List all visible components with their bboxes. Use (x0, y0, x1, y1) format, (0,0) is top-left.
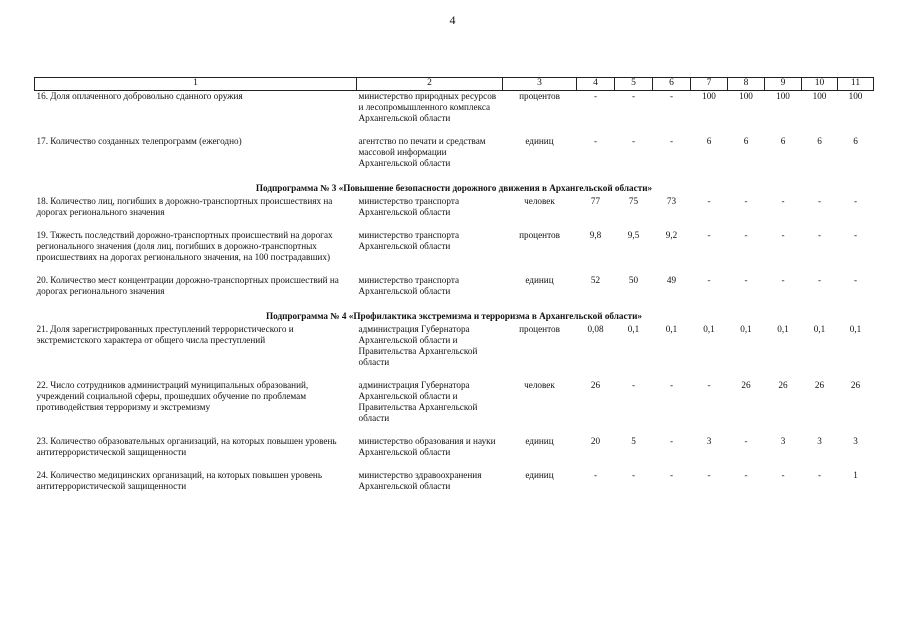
table-row (35, 380, 874, 424)
row-spacer (35, 169, 874, 181)
agency-cell: министерство транспорта Архангельской области (358, 230, 460, 251)
row-spacer-cell (35, 424, 874, 436)
value-cell: 49 (666, 275, 677, 285)
table-row (35, 470, 874, 492)
value-cell: - (631, 91, 636, 101)
indicators-table (34, 77, 874, 504)
value-cell: - (593, 470, 598, 480)
value-cell: - (744, 275, 748, 285)
value-cell: 26 (590, 380, 601, 390)
unit-cell: человек (524, 196, 555, 206)
row-spacer-cell (35, 218, 874, 230)
value-cell: 100 (812, 91, 827, 101)
agency-cell: министерство здравоохранения Архангельской области (358, 470, 482, 491)
row-spacer (35, 297, 874, 309)
agency-cell: министерство транспорта Архангельской области (358, 275, 460, 296)
header-cell: 7 (691, 78, 728, 91)
value-cell: 75 (628, 196, 639, 206)
subprogram-row (35, 181, 874, 196)
value-cell: 26 (778, 380, 788, 390)
value-cell: - (817, 230, 822, 240)
subprogram-title: Подпрограмма № 4 «Профилактика экстремизма и терроризма в Архангельской области» (265, 311, 643, 321)
agency-cell: министерство природных ресурсов и лесопромышленного комплекса Архангельской области (358, 91, 497, 123)
value-cell: - (669, 91, 674, 101)
value-cell: - (593, 91, 598, 101)
table-row (35, 436, 874, 458)
table-row (35, 91, 874, 125)
indicator-cell: 23. Количество образовательных организаций, на которых повышен уровень антитеррористической защищенности (36, 436, 337, 457)
value-cell: - (744, 436, 748, 446)
value-cell: - (817, 470, 822, 480)
table-row (35, 324, 874, 368)
value-cell: - (707, 380, 711, 390)
value-cell: - (707, 275, 711, 285)
value-cell: - (707, 470, 711, 480)
value-cell: - (853, 196, 858, 206)
unit-cell: единиц (525, 436, 554, 446)
agency-cell: администрация Губернатора Архангельской области и Правительства Архангельской области (358, 324, 478, 367)
row-spacer-cell (35, 492, 874, 504)
header-cell: 11 (838, 78, 874, 91)
value-cell: 100 (776, 91, 790, 101)
value-cell: 26 (850, 380, 861, 390)
value-cell: 77 (590, 196, 601, 206)
value-cell: 52 (590, 275, 601, 285)
subprogram-title: Подпрограмма № 3 «Повышение безопасности дорожного движения в Архангельской области» (255, 183, 653, 193)
value-cell: 0,1 (740, 324, 752, 334)
value-cell: 6 (817, 136, 822, 146)
row-spacer (35, 218, 874, 230)
row-spacer-cell (35, 263, 874, 275)
value-cell: - (853, 230, 858, 240)
value-cell: 1 (853, 470, 858, 480)
value-cell: 3 (817, 436, 822, 446)
row-spacer-cell (35, 368, 874, 380)
value-cell: 9,8 (589, 230, 602, 240)
value-cell: 9,2 (665, 230, 678, 240)
row-spacer-cell (35, 169, 874, 181)
table-row (35, 196, 874, 218)
row-spacer (35, 368, 874, 380)
unit-cell: человек (524, 380, 555, 390)
value-cell: 20 (590, 436, 601, 446)
value-cell: 100 (702, 91, 716, 101)
value-cell: - (707, 230, 711, 240)
value-cell: 3 (853, 436, 858, 446)
indicator-cell: 16. Доля оплаченного добровольно сданного оружия (36, 91, 243, 101)
value-cell: 3 (780, 436, 786, 446)
value-cell: 100 (848, 91, 863, 101)
value-cell: 9,5 (627, 230, 640, 240)
value-cell: 6 (780, 136, 786, 146)
unit-cell: процентов (519, 91, 560, 101)
page-number: 4 (449, 13, 456, 27)
agency-cell: министерство транспорта Архангельской области (358, 196, 460, 217)
agency-cell: администрация Губернатора Архангельской области и Правительства Архангельской области (358, 380, 478, 423)
row-spacer (35, 124, 874, 136)
value-cell: 0,1 (777, 324, 789, 334)
agency-cell: министерство образования и науки Архангельской области (358, 436, 496, 457)
header-cell: 2 (357, 78, 503, 91)
value-cell: 50 (628, 275, 639, 285)
header-cell: 3 (503, 78, 577, 91)
row-spacer-cell (35, 297, 874, 309)
row-spacer-cell (35, 124, 874, 136)
header-cell: 4 (577, 78, 615, 91)
agency-cell: агентство по печати и средствам массовой информации Архангельской области (358, 136, 486, 168)
value-cell: - (631, 136, 636, 146)
value-cell: - (707, 196, 711, 206)
value-cell: - (669, 136, 674, 146)
value-cell: 100 (739, 91, 753, 101)
value-cell: - (669, 436, 674, 446)
table-header-row (35, 78, 874, 91)
value-cell: - (669, 380, 674, 390)
value-cell: 0,1 (813, 324, 826, 334)
value-cell: 0,1 (703, 324, 715, 334)
value-cell: 0,08 (587, 324, 604, 334)
indicator-cell: 24. Количество медицинских организаций, на которых повышен уровень антитеррористической защищенности (36, 470, 323, 491)
value-cell: 0,1 (665, 324, 678, 334)
unit-cell: единиц (525, 136, 554, 146)
value-cell: - (781, 230, 785, 240)
unit-cell: единиц (525, 470, 554, 480)
value-cell: - (631, 380, 636, 390)
row-spacer (35, 263, 874, 275)
value-cell: - (744, 230, 748, 240)
indicator-cell: 19. Тяжесть последствий дорожно-транспортных происшествий на дорогах регионального значения (доля лиц, погибших в дорожно-транспортных происшествиях на дорогах регионального значения, на 100 пострадавших) (36, 230, 333, 262)
value-cell: 6 (706, 136, 712, 146)
value-cell: - (631, 470, 636, 480)
value-cell: - (781, 196, 785, 206)
subprogram-row (35, 309, 874, 324)
table-row (35, 230, 874, 263)
indicator-cell: 18. Количество лиц, погибших в дорожно-транспортных происшествиях на дорогах регионального значения (36, 196, 333, 217)
row-spacer (35, 424, 874, 436)
value-cell: - (593, 136, 598, 146)
value-cell: - (669, 470, 674, 480)
value-cell: - (853, 275, 858, 285)
value-cell: 3 (706, 436, 712, 446)
value-cell: - (781, 275, 785, 285)
header-cell: 10 (802, 78, 838, 91)
unit-cell: процентов (519, 324, 560, 334)
value-cell: 0,1 (849, 324, 862, 334)
unit-cell: процентов (519, 230, 560, 240)
indicator-cell: 21. Доля зарегистрированных преступлений террористического и экстремистского характера от общего числа преступлений (36, 324, 294, 345)
header-cell: 1 (35, 78, 357, 91)
value-cell: 5 (631, 436, 636, 446)
value-cell: - (744, 470, 748, 480)
indicator-cell: 20. Количество мест концентрации дорожно-транспортных происшествий на дорогах регионального значения (36, 275, 339, 296)
value-cell: - (817, 196, 822, 206)
header-cell: 5 (615, 78, 653, 91)
value-cell: - (781, 470, 785, 480)
value-cell: 6 (743, 136, 749, 146)
table-row (35, 136, 874, 169)
table-row (35, 275, 874, 297)
indicator-cell: 17. Количество созданных телепрограмм (ежегодно) (36, 136, 242, 146)
value-cell: 0,1 (627, 324, 640, 334)
header-cell: 6 (653, 78, 691, 91)
table-body (35, 78, 874, 505)
header-cell: 9 (765, 78, 802, 91)
value-cell: 26 (741, 380, 751, 390)
unit-cell: единиц (525, 275, 554, 285)
row-spacer (35, 458, 874, 470)
indicator-cell: 22. Число сотрудников администраций муниципальных образований, учреждений социальной сферы, прошедших обучение по проблемам противодействия терроризму и экстремизму (36, 380, 309, 412)
row-spacer-cell (35, 458, 874, 470)
row-spacer (35, 492, 874, 504)
value-cell: - (817, 275, 822, 285)
value-cell: 73 (666, 196, 677, 206)
value-cell: - (744, 196, 748, 206)
value-cell: 6 (853, 136, 858, 146)
header-cell: 8 (728, 78, 765, 91)
value-cell: 26 (814, 380, 825, 390)
